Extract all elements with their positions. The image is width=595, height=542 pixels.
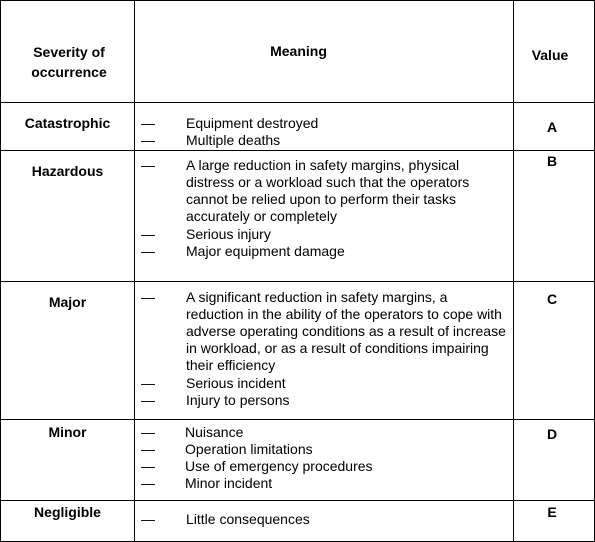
table-border-top: [0, 0, 595, 1]
value-c: C: [546, 291, 558, 307]
bullet-dash: —: [141, 458, 155, 474]
bullet-dash: —: [141, 392, 155, 408]
bullet-dash: —: [141, 424, 155, 440]
severity-major: Major: [48, 294, 87, 310]
value-a: A: [546, 119, 558, 135]
meaning-item: Little consequences: [186, 511, 310, 527]
meaning-item: Major equipment damage: [186, 243, 345, 259]
meaning-item: A significant reduction in safety margins, a reduction in the ability of the operators to cope with adverse operating conditions as a result of increase in workload, or as a result of conditions impairing their efficiency: [186, 289, 506, 373]
bullet-dash: —: [141, 511, 155, 527]
bullet-dash: —: [141, 441, 155, 457]
severity-catastrophic: Catastrophic: [24, 115, 111, 131]
row-divider: [0, 500, 595, 501]
bullet-dash: —: [141, 289, 155, 305]
column-divider: [134, 0, 135, 542]
severity-hazardous: Hazardous: [31, 163, 104, 179]
value-e: E: [547, 504, 557, 520]
bullet-dash: —: [141, 475, 155, 491]
meaning-item: A large reduction in safety margins, physical distress or a workload such that the operators cannot be relied upon to perform their tasks accurately or completely: [186, 157, 470, 224]
value-d: D: [546, 426, 558, 442]
row-divider: [0, 150, 595, 151]
row-divider: [0, 102, 595, 103]
meaning-item: Serious injury: [186, 226, 271, 242]
header-meaning: Meaning: [270, 43, 327, 59]
row-divider: [0, 419, 595, 420]
bullet-dash: —: [141, 243, 155, 259]
header-value: Value: [531, 47, 569, 63]
bullet-dash: —: [141, 375, 155, 391]
severity-negligible: Negligible: [34, 504, 101, 520]
meaning-item: Injury to persons: [186, 392, 290, 408]
meaning-item: Minor incident: [185, 475, 273, 491]
row-divider: [0, 281, 595, 282]
meaning-item: Operation limitations: [185, 441, 313, 457]
value-b: B: [546, 153, 558, 169]
meaning-item: Use of emergency procedures: [185, 458, 373, 474]
bullet-dash: —: [141, 115, 155, 131]
bullet-dash: —: [141, 157, 155, 173]
bullet-dash: —: [141, 226, 155, 242]
table-border-left: [0, 0, 1, 542]
severity-minor: Minor: [48, 424, 87, 440]
meaning-item: Serious incident: [186, 375, 286, 391]
meaning-item: Multiple deaths: [186, 132, 281, 148]
meaning-item: Equipment destroyed: [186, 115, 319, 131]
header-severity: Severity of occurrence: [31, 44, 107, 80]
column-divider: [513, 0, 514, 542]
bullet-dash: —: [141, 132, 155, 148]
meaning-item: Nuisance: [185, 424, 244, 440]
